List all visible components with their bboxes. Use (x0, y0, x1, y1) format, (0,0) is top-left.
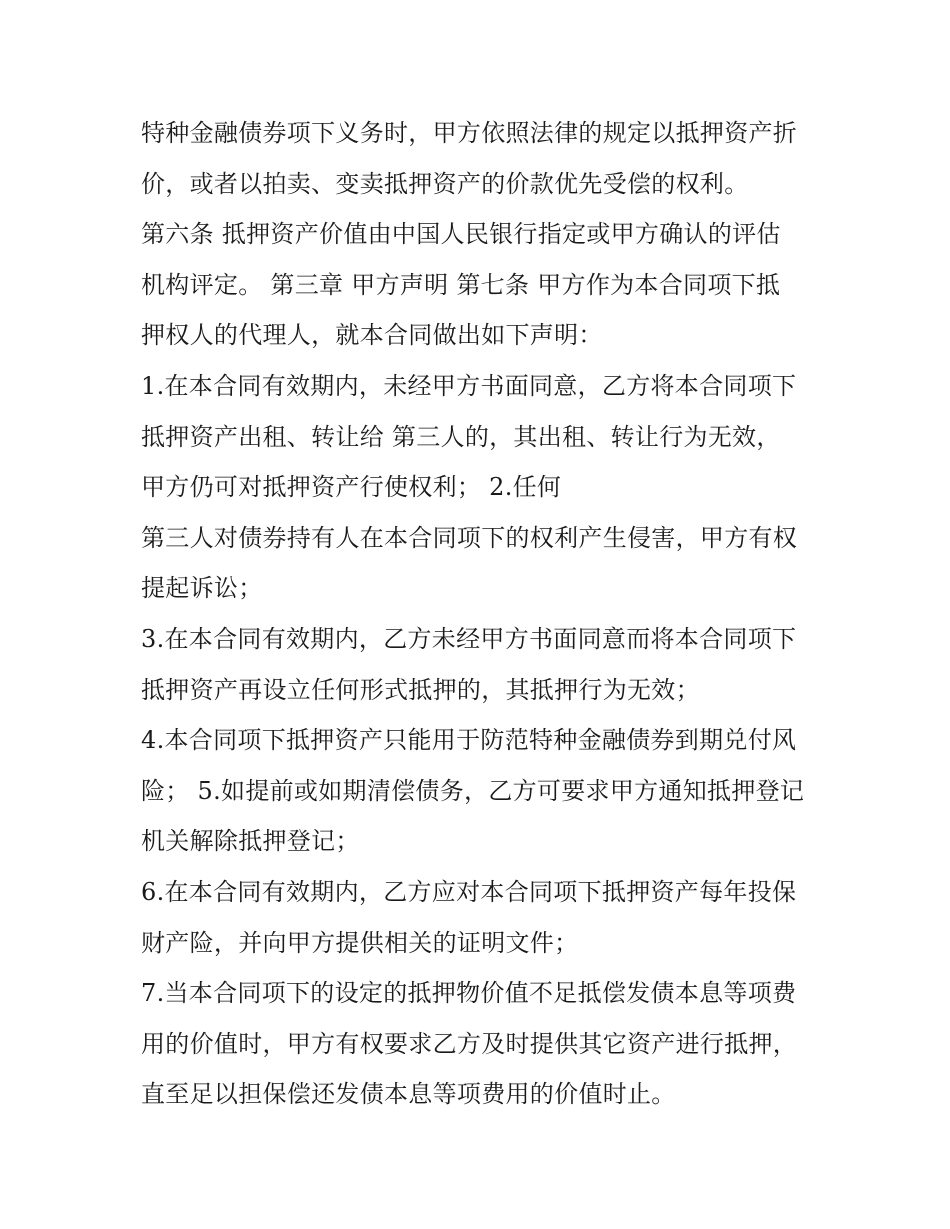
text-line: 抵押资产再设立任何形式抵押的，其抵押行为无效； (141, 675, 700, 704)
text-line: 机构评定。 第三章 甲方声明 第七条 甲方作为本合同项下抵 (141, 270, 781, 299)
text-line: 特种金融债券项下义务时，甲方依照法律的规定以抵押资产折 (141, 119, 798, 147)
text-line: 第六条 抵押资产价值由中国人民银行指定或甲方确认的评估 (141, 220, 781, 249)
text-line: 7.当本合同项下的设定的抵押物价值不足抵偿发债本息等项费 (141, 979, 797, 1008)
text-line: 财产险，并向甲方提供相关的证明文件； (141, 928, 579, 957)
text-line: 第三人对债券持有人在本合同项下的权利产生侵害，甲方有权 (141, 523, 798, 552)
text-line: 抵押资产出租、转让给 第三人的，其出租、转让行为无效， (141, 422, 781, 451)
text-line: 6.在本合同有效期内，乙方应对本合同项下抵押资产每年投保 (141, 877, 797, 906)
text-line: 1.在本合同有效期内，未经甲方书面同意，乙方将本合同项下 (141, 371, 797, 400)
text-line: 提起诉讼； (141, 574, 263, 603)
text-line: 4.本合同项下抵押资产只能用于防范特种金融债券到期兑付风 (141, 726, 797, 755)
text-line: 3.在本合同有效期内，乙方未经甲方书面同意而将本合同项下 (141, 624, 797, 653)
text-line: 价，或者以拍卖、变卖抵押资产的价款优先受偿的权利。 (141, 169, 749, 198)
contract-text-body (141, 108, 821, 1120)
text-line: 押权人的代理人，就本合同做出如下声明： (141, 321, 603, 350)
text-line: 用的价值时，甲方有权要求乙方及时提供其它资产进行抵押， (141, 1029, 798, 1058)
text-line: 险； 5.如提前或如期清偿债务，乙方可要求甲方通知抵押登记 (141, 776, 805, 805)
text-line: 直至足以担保偿还发债本息等项费用的价值时止。 (141, 1080, 676, 1109)
text-line: 甲方仍可对抵押资产行使权利； 2.任何 (141, 473, 562, 502)
text-line: 机关解除抵押登记； (141, 827, 360, 856)
